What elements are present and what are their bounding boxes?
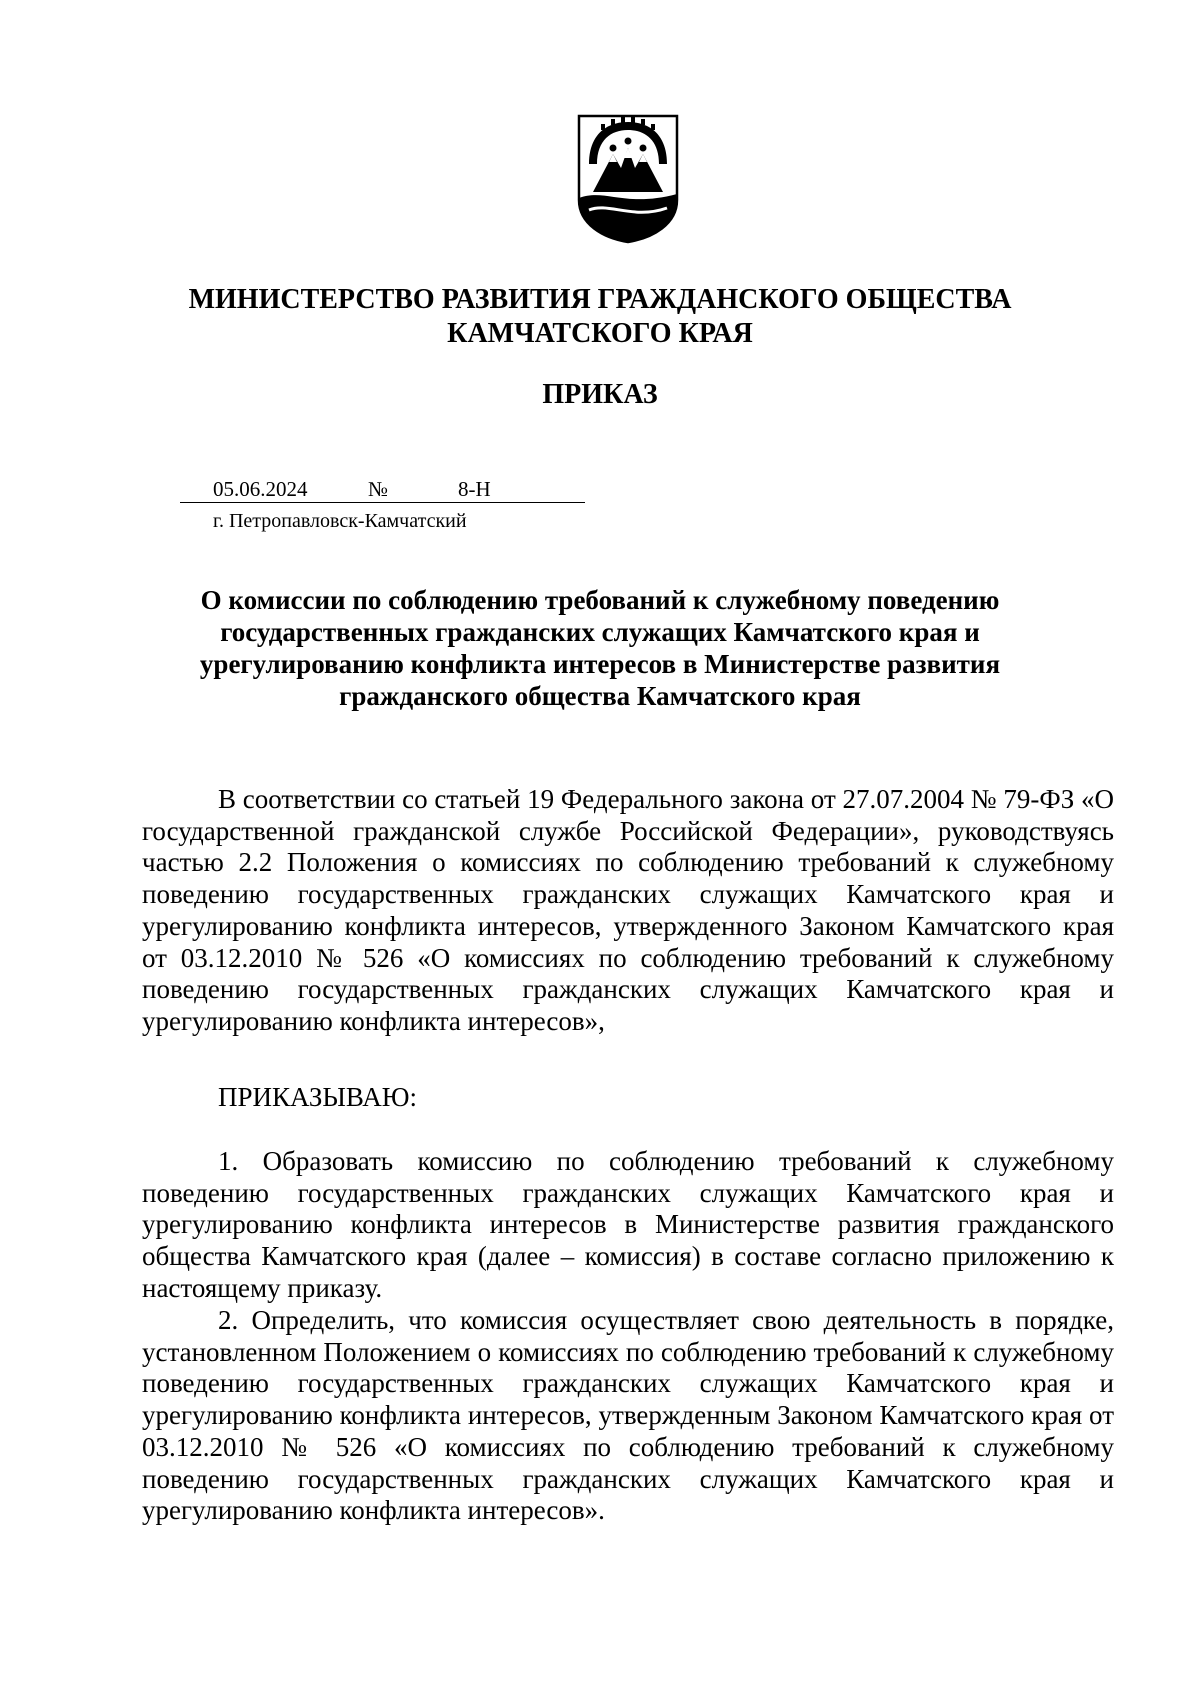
order-item-1: 1. Образовать комиссию по соблюдению требований к служебному поведению государственных гражданских служащих Камчатского края и урегулированию конфликта интересов в Министерстве развития гражданского общества Камчатского края (далее – комиссия) в составе согласно приложению к настоящему приказу.: [142, 1146, 1114, 1303]
ministry-name-line2: КАМЧАТСКОГО КРАЯ: [447, 318, 753, 349]
kamchatka-coat-of-arms-icon: [575, 112, 681, 244]
document-type-title: ПРИКАЗ: [542, 379, 658, 410]
requisites-underline: [180, 502, 585, 503]
document-date: 05.06.2024: [213, 477, 308, 501]
ministry-name-line1: МИНИСТЕРСТВО РАЗВИТИЯ ГРАЖДАНСКОГО ОБЩЕСТВА: [188, 284, 1012, 315]
document-city: г. Петропавловск-Камчатский: [213, 510, 467, 532]
order-word: ПРИКАЗЫВАЮ:: [218, 1082, 417, 1112]
document-subject: О комиссии по соблюдению требований к служебному поведению государственных гражданских служащих Камчатского края и урегулированию конфликта интересов в Министерстве развития гражданского общества Камчатского края: [199, 585, 1001, 711]
preamble-paragraph: В соответствии со статьей 19 Федерального закона от 27.07.2004 № 79-ФЗ «О государственной гражданской службе Российской Федерации», руководствуясь частью 2.2 Положения о комиссиях по соблюдению требований к служебному поведению государственных гражданских служащих Камчатского края и урегулированию конфликта интересов, утвержденного Законом Камчатского края от 03.12.2010 № 526 «О комиссиях по соблюдению требований к служебному поведению государственных гражданских служащих Камчатского края и урегулированию конфликта интересов»,: [142, 784, 1114, 1036]
ministry-name: [140, 283, 1060, 351]
document-requisites: [180, 475, 585, 503]
order-item-2: 2. Определить, что комиссия осуществляет свою деятельность в порядке, установленном Положением о комиссиях по соблюдению требований к служебному поведению государственных гражданских служащих Камчатского края и урегулированию конфликта интересов, утвержденным Законом Камчатского края от 03.12.2010 № 526 «О комиссиях по соблюдению требований к служебному поведению государственных гражданских служащих Камчатского края и урегулированию конфликта интересов».: [142, 1305, 1114, 1526]
number-sign: №: [368, 477, 389, 501]
document-number: 8-Н: [458, 477, 491, 501]
